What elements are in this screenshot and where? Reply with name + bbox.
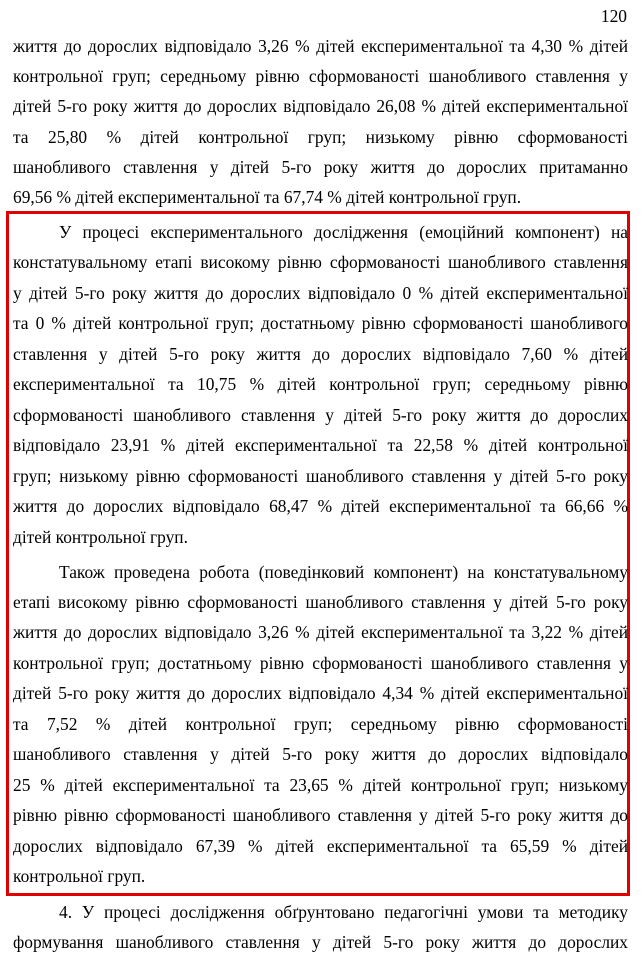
text-line: та 7,52 % дітей контрольної груп; середньому рівню сформованості — [13, 714, 628, 734]
text-line: дітей контрольної груп. — [13, 527, 188, 547]
text-line: відповідало 23,91 % дітей експериментальної та 22,58 % дітей контрольної — [13, 435, 628, 455]
text-line: контрольної груп; середньому рівню сформованості шанобливого ставлення у — [13, 66, 628, 86]
text-line: експериментальної та 10,75 % дітей контрольної груп; середньому рівню — [13, 374, 628, 394]
text-line: у дітей 5-го року життя до дорослих відповідало 0 % дітей експериментальної — [13, 283, 628, 303]
text-line: контрольної груп. — [13, 866, 146, 886]
text-line: 25 % дітей експериментальної та 23,65 % дітей контрольної груп; низькому — [13, 775, 628, 795]
text-line: сформованості шанобливого ставлення у дітей 5-го року життя до дорослих — [13, 405, 628, 425]
text-line: 4. У процесі дослідження обґрунтовано педагогічні умови та методику — [59, 902, 628, 922]
text-line: груп; низькому рівню сформованості шанобливого ставлення у дітей 5-го року — [13, 466, 628, 486]
text-line: дітей 5-го року життя до дорослих відповідало 4,34 % дітей експериментальної — [13, 683, 628, 703]
text-line: та 0 % дітей контрольної груп; достатньому рівню сформованості шанобливого — [13, 313, 628, 333]
text-line: 69,56 % дітей експериментальної та 67,74 % дітей контрольної груп. — [13, 187, 522, 207]
text-line: життя до дорослих відповідало 3,26 % дітей експериментальної та 4,30 % дітей — [13, 36, 628, 56]
text-line: Також проведена робота (поведінковий компонент) на констатувальному — [59, 562, 628, 582]
text-line: У процесі експериментального дослідження (емоційний компонент) на — [59, 222, 628, 242]
text-line: етапі високому рівню сформованості шанобливого ставлення у дітей 5-го року — [13, 592, 628, 612]
page-number: 120 — [600, 6, 627, 26]
text-line: констатувальному етапі високому рівню сформованості шанобливого ставлення — [13, 252, 628, 272]
text-line: життя до дорослих відповідало 68,47 % дітей експериментальної та 66,66 % — [13, 496, 628, 516]
text-line: та 25,80 % дітей контрольної груп; низькому рівню сформованості — [13, 127, 628, 147]
text-line: шанобливого ставлення у дітей 5-го року життя до дорослих притаманно — [13, 157, 628, 177]
text-line: дітей 5-го року життя до дорослих відповідало 26,08 % дітей експериментальної — [13, 96, 628, 116]
text-line: шанобливого ставлення у дітей 5-го року життя до дорослих відповідало — [13, 744, 628, 764]
text-line: формування шанобливого ставлення у дітей 5-го року життя до дорослих — [13, 932, 628, 952]
text-line: контрольної груп; достатньому рівню сформованості шанобливого ставлення у — [13, 653, 628, 673]
text-line: життя до дорослих відповідало 3,26 % дітей експериментальної та 3,22 % дітей — [13, 622, 628, 642]
text-line: дорослих відповідало 67,39 % дітей експериментальної та 65,59 % дітей — [13, 836, 628, 856]
text-line: рівню рівню сформованості шанобливого ставлення у дітей 5-го року життя до — [13, 805, 628, 825]
text-line: ставлення у дітей 5-го року життя до дорослих відповідало 7,60 % дітей — [13, 344, 628, 364]
